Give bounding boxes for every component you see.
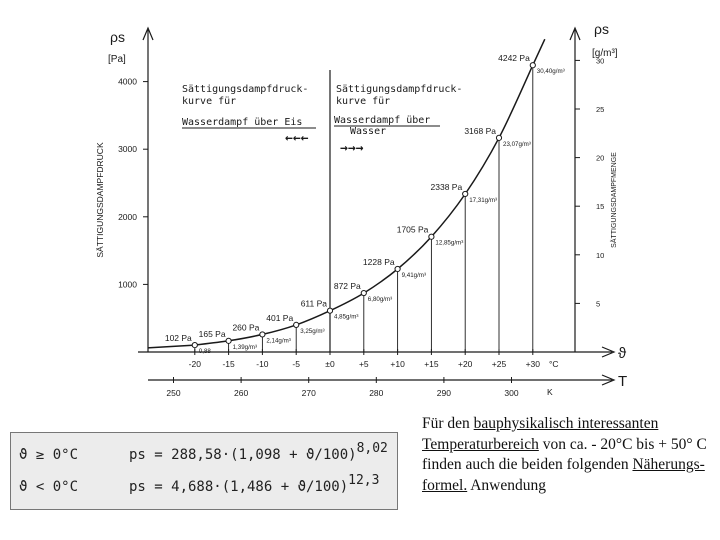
celsius-unit-label: °C bbox=[549, 359, 559, 369]
data-point bbox=[260, 332, 265, 337]
kelvin-axis-tick-label: 280 bbox=[369, 388, 384, 398]
celsius-axis-symbol: ϑ bbox=[618, 345, 627, 362]
vapor-density-label: 4,85g/m³ bbox=[334, 313, 359, 321]
pressure-label: 1228 Pa bbox=[362, 256, 395, 267]
ice-annotation-line-2: kurve für bbox=[182, 96, 237, 107]
water-annotation-line-2: kurve für bbox=[336, 96, 391, 107]
formula-exponent: 8,02 bbox=[356, 441, 388, 456]
vapor-density-label: 1,39g/m³ bbox=[232, 343, 258, 351]
ice-annotation bbox=[182, 84, 316, 146]
kelvin-unit-label: K bbox=[547, 387, 553, 397]
pressure-label: 2338 Pa bbox=[430, 181, 463, 192]
left-axis-tick-label: 4000 bbox=[118, 76, 137, 87]
formula-condition: ϑ < 0°C bbox=[19, 479, 79, 495]
pressure-label: 4242 Pa bbox=[498, 53, 530, 64]
celsius-axis-tick-label: +30 bbox=[525, 359, 541, 369]
vapor-density-label: 9,41g/m³ bbox=[401, 271, 427, 279]
kelvin-axis-symbol: T bbox=[618, 373, 628, 390]
data-point bbox=[294, 322, 299, 327]
pressure-label: 872 Pa bbox=[333, 281, 361, 292]
right-axis-tick-label: 5 bbox=[596, 299, 601, 309]
celsius-axis-tick-label: -20 bbox=[188, 359, 201, 369]
water-annotation bbox=[334, 84, 462, 156]
approximation-formulas-box bbox=[10, 432, 398, 510]
kelvin-axis-tick-label: 260 bbox=[234, 388, 249, 398]
kelvin-axis-tick-label: 250 bbox=[166, 388, 181, 398]
vapor-density-label: 30,40g/m³ bbox=[536, 68, 565, 76]
caption-underlined-3: Näherungs-formel. bbox=[422, 456, 705, 494]
pressure-label: 611 Pa bbox=[300, 298, 327, 309]
celsius-axis-tick-label: +15 bbox=[424, 359, 439, 369]
kelvin-axis-tick-label: 270 bbox=[301, 388, 316, 398]
celsius-axis-tick-label: ±0 bbox=[325, 359, 335, 369]
kelvin-axis-tick-label: 300 bbox=[504, 388, 519, 398]
right-axis-tick-label: 15 bbox=[596, 202, 605, 212]
caption-underlined-2: Temperaturbereich bbox=[422, 435, 539, 453]
data-point bbox=[530, 63, 535, 68]
formula-condition: ϑ ≥ 0°C bbox=[19, 447, 79, 463]
vapor-density-label: 0,88 bbox=[198, 348, 211, 356]
caption-lead: Für den bbox=[422, 415, 474, 432]
celsius-axis-tick-label: +20 bbox=[457, 359, 473, 369]
right-axis-unit: [g/m³] bbox=[592, 48, 618, 59]
data-point bbox=[192, 343, 197, 348]
vapor-density-label: 3,25g/m³ bbox=[300, 327, 325, 335]
caption-middle: von ca. - 20°C bis + 50° C finden auch die beiden folgenden bbox=[422, 435, 707, 473]
ice-direction-arrows: ←←← bbox=[285, 131, 309, 146]
kelvin-axis-tick-label: 290 bbox=[436, 388, 451, 398]
caption-underlined-1: bauphysikalisch interessanten bbox=[473, 415, 659, 432]
left-axis-label: SÄTTIGUNGSDAMPFDRUCK bbox=[95, 142, 105, 258]
water-direction-arrows: →→→ bbox=[340, 141, 364, 156]
vapor-density-label: 23,07g/m³ bbox=[503, 140, 531, 148]
left-axis-tick-label: 1000 bbox=[118, 279, 137, 290]
celsius-axis-tick-label: +5 bbox=[358, 359, 369, 369]
vapor-density-label: 12,85g/m³ bbox=[435, 239, 464, 247]
data-point bbox=[395, 266, 400, 271]
data-point bbox=[429, 234, 434, 239]
pressure-label: 102 Pa bbox=[164, 333, 192, 344]
left-axis-tick-label: 3000 bbox=[118, 144, 137, 155]
water-annotation-line-4: Wasser bbox=[350, 126, 387, 137]
celsius-axis-tick-label: -5 bbox=[292, 359, 300, 369]
right-axis-tick-label: 30 bbox=[596, 56, 605, 66]
caption-text bbox=[422, 414, 712, 496]
left-axis-symbol: ρs bbox=[110, 29, 125, 45]
formula-row-above-zero bbox=[19, 441, 388, 463]
right-axis-tick-label: 10 bbox=[596, 250, 605, 260]
formula-exponent: 12,3 bbox=[348, 473, 380, 488]
data-point bbox=[361, 290, 366, 295]
pressure-label: 165 Pa bbox=[198, 328, 226, 339]
right-axis-label: SÄTTIGUNGSDAMPFMENGE bbox=[611, 152, 618, 248]
left-axis-unit: [Pa] bbox=[108, 54, 126, 65]
formula-expression: ps = 288,58·(1,098 + ϑ/100) bbox=[129, 447, 357, 463]
pressure-label: 1705 Pa bbox=[396, 224, 429, 235]
right-axis-symbol: ρs bbox=[594, 21, 609, 37]
right-axis-tick-label: 20 bbox=[596, 153, 605, 163]
data-point bbox=[463, 191, 468, 196]
pressure-label: 401 Pa bbox=[266, 312, 294, 323]
pressure-label: 3168 Pa bbox=[464, 125, 496, 136]
caption-tail: Anwendung bbox=[467, 476, 546, 494]
data-point bbox=[226, 338, 231, 343]
formula-row-below-zero bbox=[19, 473, 380, 495]
celsius-axis-tick-label: +10 bbox=[390, 359, 405, 369]
vapor-density-label: 6,80g/m³ bbox=[367, 296, 393, 304]
celsius-axis-tick-label: -10 bbox=[256, 359, 269, 369]
formula-expression: ps = 4,688·(1,486 + ϑ/100) bbox=[129, 479, 349, 495]
water-annotation-line-3: Wasserdampf über bbox=[334, 115, 431, 126]
celsius-axis-tick-label: +25 bbox=[491, 359, 507, 369]
vapor-density-label: 17,31g/m³ bbox=[469, 196, 498, 204]
data-point bbox=[327, 308, 332, 313]
left-axis-tick-label: 2000 bbox=[118, 211, 137, 222]
ice-annotation-line-1: Sättigungsdampfdruck- bbox=[182, 84, 309, 95]
water-annotation-line-1: Sättigungsdampfdruck- bbox=[336, 84, 463, 95]
pressure-label: 260 Pa bbox=[232, 322, 260, 333]
celsius-axis-tick-label: -15 bbox=[222, 359, 235, 369]
ice-annotation-line-3: Wasserdampf über Eis bbox=[182, 117, 303, 128]
vapor-density-label: 2,14g/m³ bbox=[266, 337, 291, 345]
data-point bbox=[496, 135, 501, 140]
right-axis-tick-label: 25 bbox=[596, 105, 605, 114]
